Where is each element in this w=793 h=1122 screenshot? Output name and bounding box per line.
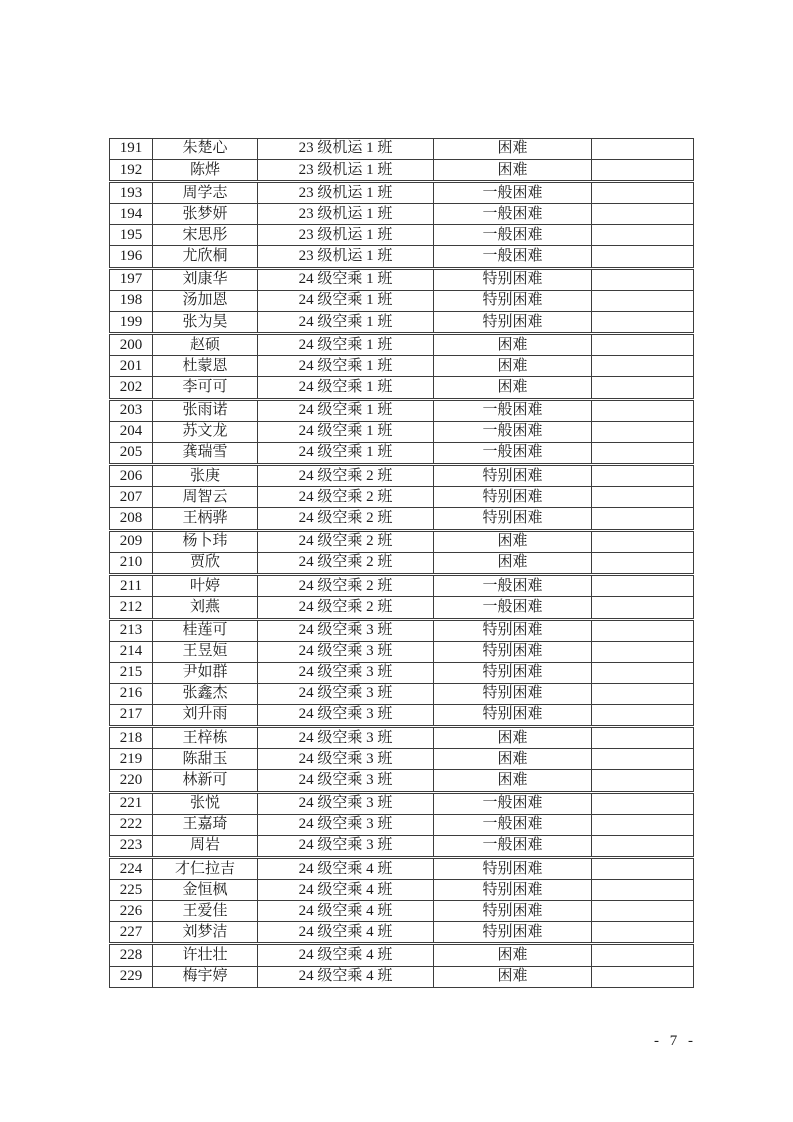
table-row	[110, 421, 694, 442]
student-name-cell: 宋思彤	[153, 225, 258, 246]
row-number-cell: 196	[110, 246, 153, 268]
class-name-cell: 24 级空乘 1 班	[258, 399, 434, 421]
table-row	[110, 683, 694, 704]
table-row	[110, 944, 694, 966]
student-name-cell: 尤欣桐	[153, 246, 258, 268]
class-name-cell: 24 级空乘 3 班	[258, 749, 434, 770]
table-row	[110, 727, 694, 749]
class-name-cell: 24 级空乘 2 班	[258, 508, 434, 530]
student-name-cell: 张梦妍	[153, 204, 258, 225]
table-row	[110, 597, 694, 619]
empty-cell	[592, 421, 694, 442]
student-name-cell: 许壮壮	[153, 944, 258, 966]
difficulty-level-cell: 特别困难	[434, 922, 592, 944]
class-name-cell: 24 级空乘 3 班	[258, 814, 434, 835]
empty-cell	[592, 944, 694, 966]
difficulty-level-cell: 困难	[434, 356, 592, 377]
table-row	[110, 225, 694, 246]
table-row	[110, 922, 694, 944]
student-name-cell: 陈甜玉	[153, 749, 258, 770]
class-name-cell: 24 级空乘 4 班	[258, 944, 434, 966]
student-name-cell: 王昱姮	[153, 641, 258, 662]
difficulty-level-cell: 特别困难	[434, 704, 592, 726]
difficulty-level-cell: 特别困难	[434, 268, 592, 290]
empty-cell	[592, 922, 694, 944]
difficulty-level-cell: 一般困难	[434, 204, 592, 225]
class-name-cell: 24 级空乘 1 班	[258, 421, 434, 442]
empty-cell	[592, 487, 694, 508]
difficulty-level-cell: 困难	[434, 944, 592, 966]
empty-cell	[592, 901, 694, 922]
row-number-cell: 203	[110, 399, 153, 421]
class-name-cell: 24 级空乘 3 班	[258, 792, 434, 814]
page-number: - 7 -	[654, 1033, 693, 1049]
class-name-cell: 23 级机运 1 班	[258, 139, 434, 160]
row-number-cell: 205	[110, 442, 153, 464]
difficulty-level-cell: 一般困难	[434, 597, 592, 619]
difficulty-level-cell: 特别困难	[434, 290, 592, 311]
difficulty-level-cell: 困难	[434, 966, 592, 987]
student-name-cell: 林新可	[153, 770, 258, 792]
empty-cell	[592, 966, 694, 987]
empty-cell	[592, 858, 694, 880]
table-row	[110, 204, 694, 225]
table-row	[110, 770, 694, 792]
student-name-cell: 刘升雨	[153, 704, 258, 726]
empty-cell	[592, 814, 694, 835]
student-name-cell: 刘燕	[153, 597, 258, 619]
class-name-cell: 24 级空乘 2 班	[258, 487, 434, 508]
empty-cell	[592, 727, 694, 749]
student-name-cell: 张庚	[153, 465, 258, 487]
class-name-cell: 24 级空乘 3 班	[258, 704, 434, 726]
class-name-cell: 23 级机运 1 班	[258, 246, 434, 268]
table-row	[110, 311, 694, 333]
student-name-cell: 才仁拉吉	[153, 858, 258, 880]
table-row	[110, 334, 694, 356]
difficulty-level-cell: 困难	[434, 159, 592, 181]
difficulty-level-cell: 特别困难	[434, 662, 592, 683]
empty-cell	[592, 662, 694, 683]
student-name-cell: 张鑫杰	[153, 683, 258, 704]
difficulty-level-cell: 特别困难	[434, 641, 592, 662]
empty-cell	[592, 399, 694, 421]
difficulty-level-cell: 困难	[434, 749, 592, 770]
student-name-cell: 龚瑞雪	[153, 442, 258, 464]
table-row	[110, 268, 694, 290]
row-number-cell: 228	[110, 944, 153, 966]
student-name-cell: 王柄骅	[153, 508, 258, 530]
difficulty-level-cell: 困难	[434, 334, 592, 356]
table-row	[110, 487, 694, 508]
row-number-cell: 192	[110, 159, 153, 181]
table-row	[110, 704, 694, 726]
empty-cell	[592, 465, 694, 487]
row-number-cell: 220	[110, 770, 153, 792]
student-name-cell: 朱楚心	[153, 139, 258, 160]
table-row	[110, 442, 694, 464]
difficulty-level-cell: 特别困难	[434, 880, 592, 901]
class-name-cell: 23 级机运 1 班	[258, 204, 434, 225]
empty-cell	[592, 246, 694, 268]
difficulty-level-cell: 特别困难	[434, 683, 592, 704]
table-row	[110, 966, 694, 987]
row-number-cell: 229	[110, 966, 153, 987]
difficulty-level-cell: 特别困难	[434, 508, 592, 530]
class-name-cell: 24 级空乘 1 班	[258, 377, 434, 399]
class-name-cell: 24 级空乘 3 班	[258, 770, 434, 792]
student-name-cell: 杨卜玮	[153, 530, 258, 552]
table-row	[110, 159, 694, 181]
row-number-cell: 194	[110, 204, 153, 225]
row-number-cell: 201	[110, 356, 153, 377]
class-name-cell: 24 级空乘 1 班	[258, 334, 434, 356]
empty-cell	[592, 704, 694, 726]
empty-cell	[592, 159, 694, 181]
row-number-cell: 223	[110, 835, 153, 857]
student-name-cell: 张为昊	[153, 311, 258, 333]
empty-cell	[592, 749, 694, 770]
class-name-cell: 24 级空乘 2 班	[258, 575, 434, 597]
student-name-cell: 张悦	[153, 792, 258, 814]
student-name-cell: 周智云	[153, 487, 258, 508]
table-row	[110, 901, 694, 922]
row-number-cell: 200	[110, 334, 153, 356]
student-name-cell: 汤加恩	[153, 290, 258, 311]
class-name-cell: 23 级机运 1 班	[258, 182, 434, 204]
student-name-cell: 赵硕	[153, 334, 258, 356]
row-number-cell: 218	[110, 727, 153, 749]
class-name-cell: 24 级空乘 3 班	[258, 662, 434, 683]
difficulty-level-cell: 一般困难	[434, 421, 592, 442]
empty-cell	[592, 442, 694, 464]
class-name-cell: 24 级空乘 1 班	[258, 442, 434, 464]
row-number-cell: 195	[110, 225, 153, 246]
table-row	[110, 465, 694, 487]
table-row	[110, 835, 694, 857]
row-number-cell: 209	[110, 530, 153, 552]
student-name-cell: 陈烨	[153, 159, 258, 181]
empty-cell	[592, 641, 694, 662]
table-row	[110, 356, 694, 377]
class-name-cell: 24 级空乘 3 班	[258, 641, 434, 662]
class-name-cell: 24 级空乘 4 班	[258, 966, 434, 987]
row-number-cell: 227	[110, 922, 153, 944]
table-row	[110, 575, 694, 597]
empty-cell	[592, 311, 694, 333]
table-row	[110, 641, 694, 662]
row-number-cell: 226	[110, 901, 153, 922]
row-number-cell: 208	[110, 508, 153, 530]
table-row	[110, 619, 694, 641]
class-name-cell: 24 级空乘 2 班	[258, 465, 434, 487]
student-name-cell: 张雨诺	[153, 399, 258, 421]
difficulty-level-cell: 特别困难	[434, 858, 592, 880]
difficulty-level-cell: 特别困难	[434, 901, 592, 922]
empty-cell	[592, 530, 694, 552]
student-name-cell: 桂莲可	[153, 619, 258, 641]
empty-cell	[592, 139, 694, 160]
difficulty-level-cell: 一般困难	[434, 575, 592, 597]
row-number-cell: 215	[110, 662, 153, 683]
class-name-cell: 24 级空乘 1 班	[258, 290, 434, 311]
row-number-cell: 213	[110, 619, 153, 641]
table-row	[110, 552, 694, 574]
difficulty-level-cell: 一般困难	[434, 399, 592, 421]
class-name-cell: 24 级空乘 1 班	[258, 356, 434, 377]
class-name-cell: 24 级空乘 3 班	[258, 683, 434, 704]
table-row	[110, 139, 694, 160]
class-name-cell: 24 级空乘 1 班	[258, 268, 434, 290]
table-row	[110, 182, 694, 204]
row-number-cell: 219	[110, 749, 153, 770]
row-number-cell: 206	[110, 465, 153, 487]
table-row	[110, 662, 694, 683]
student-name-cell: 苏文龙	[153, 421, 258, 442]
empty-cell	[592, 356, 694, 377]
student-name-cell: 周岩	[153, 835, 258, 857]
table-row	[110, 814, 694, 835]
student-name-cell: 李可可	[153, 377, 258, 399]
class-name-cell: 24 级空乘 3 班	[258, 727, 434, 749]
table-row	[110, 749, 694, 770]
empty-cell	[592, 204, 694, 225]
student-difficulty-table	[109, 138, 694, 988]
table-row	[110, 399, 694, 421]
row-number-cell: 204	[110, 421, 153, 442]
difficulty-level-cell: 困难	[434, 377, 592, 399]
table-row	[110, 246, 694, 268]
difficulty-level-cell: 困难	[434, 530, 592, 552]
empty-cell	[592, 290, 694, 311]
class-name-cell: 23 级机运 1 班	[258, 225, 434, 246]
student-name-cell: 王嘉琦	[153, 814, 258, 835]
difficulty-level-cell: 困难	[434, 552, 592, 574]
row-number-cell: 207	[110, 487, 153, 508]
empty-cell	[592, 597, 694, 619]
row-number-cell: 202	[110, 377, 153, 399]
class-name-cell: 24 级空乘 4 班	[258, 880, 434, 901]
student-name-cell: 金恒枫	[153, 880, 258, 901]
class-name-cell: 24 级空乘 2 班	[258, 530, 434, 552]
difficulty-level-cell: 一般困难	[434, 182, 592, 204]
empty-cell	[592, 334, 694, 356]
row-number-cell: 193	[110, 182, 153, 204]
difficulty-level-cell: 一般困难	[434, 246, 592, 268]
student-name-cell: 刘康华	[153, 268, 258, 290]
difficulty-level-cell: 一般困难	[434, 792, 592, 814]
table-row	[110, 377, 694, 399]
student-name-cell: 贾欣	[153, 552, 258, 574]
student-name-cell: 尹如群	[153, 662, 258, 683]
empty-cell	[592, 377, 694, 399]
difficulty-level-cell: 特别困难	[434, 619, 592, 641]
table-row	[110, 290, 694, 311]
row-number-cell: 197	[110, 268, 153, 290]
class-name-cell: 24 级空乘 4 班	[258, 922, 434, 944]
difficulty-level-cell: 特别困难	[434, 487, 592, 508]
student-name-cell: 叶婷	[153, 575, 258, 597]
empty-cell	[592, 268, 694, 290]
empty-cell	[592, 225, 694, 246]
difficulty-level-cell: 困难	[434, 727, 592, 749]
student-name-cell: 杜蒙恩	[153, 356, 258, 377]
class-name-cell: 24 级空乘 1 班	[258, 311, 434, 333]
row-number-cell: 210	[110, 552, 153, 574]
class-name-cell: 24 级空乘 4 班	[258, 901, 434, 922]
row-number-cell: 222	[110, 814, 153, 835]
row-number-cell: 214	[110, 641, 153, 662]
difficulty-level-cell: 一般困难	[434, 442, 592, 464]
student-name-cell: 刘梦洁	[153, 922, 258, 944]
difficulty-level-cell: 困难	[434, 139, 592, 160]
table-row	[110, 858, 694, 880]
difficulty-level-cell: 一般困难	[434, 814, 592, 835]
difficulty-level-cell: 困难	[434, 770, 592, 792]
student-name-cell: 王梓栋	[153, 727, 258, 749]
row-number-cell: 216	[110, 683, 153, 704]
table-row	[110, 792, 694, 814]
difficulty-level-cell: 一般困难	[434, 835, 592, 857]
empty-cell	[592, 552, 694, 574]
class-name-cell: 24 级空乘 3 班	[258, 835, 434, 857]
row-number-cell: 199	[110, 311, 153, 333]
empty-cell	[592, 575, 694, 597]
row-number-cell: 224	[110, 858, 153, 880]
empty-cell	[592, 792, 694, 814]
empty-cell	[592, 619, 694, 641]
class-name-cell: 24 级空乘 2 班	[258, 552, 434, 574]
student-table-body	[110, 139, 694, 988]
difficulty-level-cell: 一般困难	[434, 225, 592, 246]
class-name-cell: 24 级空乘 4 班	[258, 858, 434, 880]
class-name-cell: 23 级机运 1 班	[258, 159, 434, 181]
empty-cell	[592, 182, 694, 204]
row-number-cell: 191	[110, 139, 153, 160]
table-row	[110, 530, 694, 552]
student-name-cell: 梅宇婷	[153, 966, 258, 987]
row-number-cell: 211	[110, 575, 153, 597]
empty-cell	[592, 508, 694, 530]
row-number-cell: 198	[110, 290, 153, 311]
difficulty-level-cell: 特别困难	[434, 465, 592, 487]
row-number-cell: 212	[110, 597, 153, 619]
difficulty-level-cell: 特别困难	[434, 311, 592, 333]
table-row	[110, 508, 694, 530]
row-number-cell: 217	[110, 704, 153, 726]
empty-cell	[592, 770, 694, 792]
student-name-cell: 王爱佳	[153, 901, 258, 922]
class-name-cell: 24 级空乘 3 班	[258, 619, 434, 641]
table-row	[110, 880, 694, 901]
row-number-cell: 225	[110, 880, 153, 901]
student-name-cell: 周学志	[153, 182, 258, 204]
empty-cell	[592, 835, 694, 857]
class-name-cell: 24 级空乘 2 班	[258, 597, 434, 619]
empty-cell	[592, 880, 694, 901]
empty-cell	[592, 683, 694, 704]
row-number-cell: 221	[110, 792, 153, 814]
